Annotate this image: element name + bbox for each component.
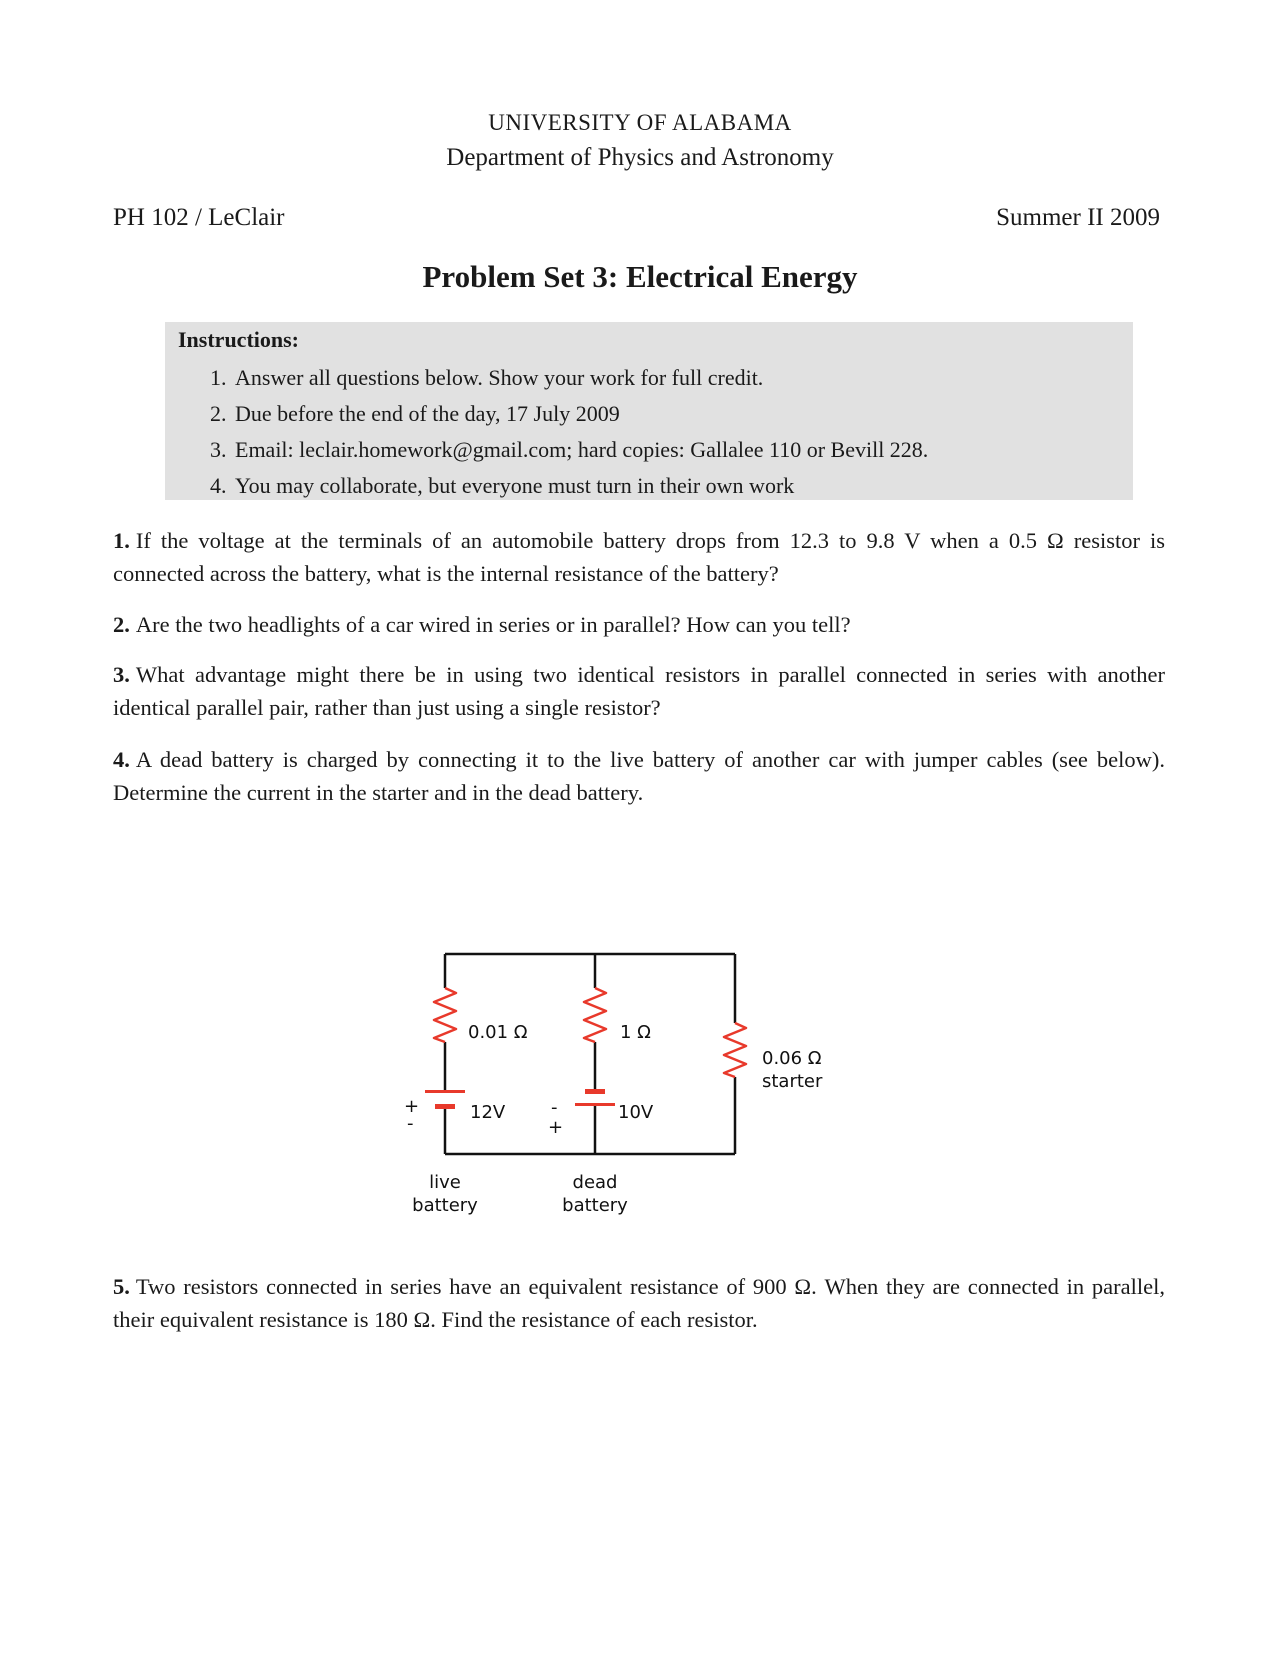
question-number: 5. bbox=[113, 1274, 130, 1299]
page-title: Problem Set 3: Electrical Energy bbox=[422, 259, 858, 294]
battery-dead-voltage: 10V bbox=[618, 1102, 654, 1123]
question-1 bbox=[113, 524, 1165, 590]
instruction-number: 3. bbox=[210, 437, 227, 462]
question-4 bbox=[113, 743, 1165, 809]
instruction-text: Due before the end of the day, 17 July 2009 bbox=[235, 401, 620, 426]
question-text: If the voltage at the terminals of an automobile battery drops from 12.3 to 9.8 V when a 0.5 Ω resistor is connected across the battery, what is the internal resistance of the battery? bbox=[113, 528, 1165, 586]
resistor-starter-value: 0.06 Ω bbox=[762, 1048, 822, 1069]
live-minus-sign: - bbox=[407, 1113, 414, 1134]
question-number: 4. bbox=[113, 747, 130, 772]
question-text: Are the two headlights of a car wired in series or in parallel? How can you tell? bbox=[135, 612, 851, 637]
question-number: 1. bbox=[113, 528, 130, 553]
instructions-box bbox=[165, 322, 1133, 500]
battery-live-long-plate-icon bbox=[425, 1090, 465, 1093]
resistor-dead-value: 1 Ω bbox=[620, 1022, 651, 1043]
battery-live-voltage: 12V bbox=[470, 1102, 506, 1123]
battery-live-short-plate-icon bbox=[435, 1104, 455, 1109]
battery-dead-long-plate-icon bbox=[575, 1103, 615, 1106]
instruction-item bbox=[210, 396, 928, 432]
department-name: Department of Physics and Astronomy bbox=[446, 144, 834, 171]
question-3 bbox=[113, 658, 1165, 724]
university-name: UNIVERSITY OF ALABAMA bbox=[488, 110, 792, 135]
question-number: 2. bbox=[113, 612, 130, 637]
instructions-list bbox=[210, 360, 928, 504]
dead-battery-label-line1: dead bbox=[572, 1172, 618, 1193]
instruction-item bbox=[210, 432, 928, 468]
circuit-wires bbox=[445, 954, 735, 1154]
course-code: PH 102 / LeClair bbox=[113, 204, 285, 231]
instruction-number: 2. bbox=[210, 401, 227, 426]
live-battery-label-line1: live bbox=[429, 1172, 461, 1193]
question-5 bbox=[113, 1270, 1165, 1336]
resistor-dead-icon bbox=[584, 988, 606, 1042]
instruction-text: Answer all questions below. Show your work for full credit. bbox=[235, 365, 764, 390]
question-text: What advantage might there be in using two identical resistors in parallel connected in series with another identical parallel pair, rather than just using a single resistor? bbox=[113, 662, 1165, 720]
dead-battery-label-line2: battery bbox=[562, 1195, 628, 1216]
resistor-live-value: 0.01 Ω bbox=[468, 1022, 528, 1043]
instructions-heading: Instructions: bbox=[178, 327, 300, 352]
instruction-item bbox=[210, 468, 928, 504]
resistor-starter-icon bbox=[724, 1023, 746, 1077]
circuit-diagram bbox=[380, 930, 840, 1230]
dead-minus-sign: - bbox=[551, 1097, 558, 1118]
instruction-text: Email: leclair.homework@gmail.com; hard copies: Gallalee 110 or Bevill 228. bbox=[235, 437, 929, 462]
battery-dead-short-plate-icon bbox=[585, 1089, 605, 1094]
live-plus-sign: + bbox=[404, 1096, 420, 1117]
question-number: 3. bbox=[113, 662, 130, 687]
question-2 bbox=[113, 608, 1165, 641]
instruction-item bbox=[210, 360, 928, 396]
question-text: A dead battery is charged by connecting it to the live battery of another car with jumper cables (see below). Determine the current in the starter and in the dead battery. bbox=[113, 747, 1165, 805]
instruction-text: You may collaborate, but everyone must turn in their own work bbox=[235, 473, 795, 498]
dead-plus-sign: + bbox=[548, 1117, 564, 1138]
instruction-number: 4. bbox=[210, 473, 227, 498]
question-text: Two resistors connected in series have an equivalent resistance of 900 Ω. When they are connected in parallel, their equivalent resistance is 180 Ω. Find the resistance of each resistor. bbox=[113, 1274, 1165, 1332]
term-label: Summer II 2009 bbox=[996, 204, 1160, 231]
resistor-live-icon bbox=[434, 988, 456, 1042]
instruction-number: 1. bbox=[210, 365, 227, 390]
live-battery-label-line2: battery bbox=[412, 1195, 478, 1216]
starter-label: starter bbox=[762, 1071, 823, 1092]
